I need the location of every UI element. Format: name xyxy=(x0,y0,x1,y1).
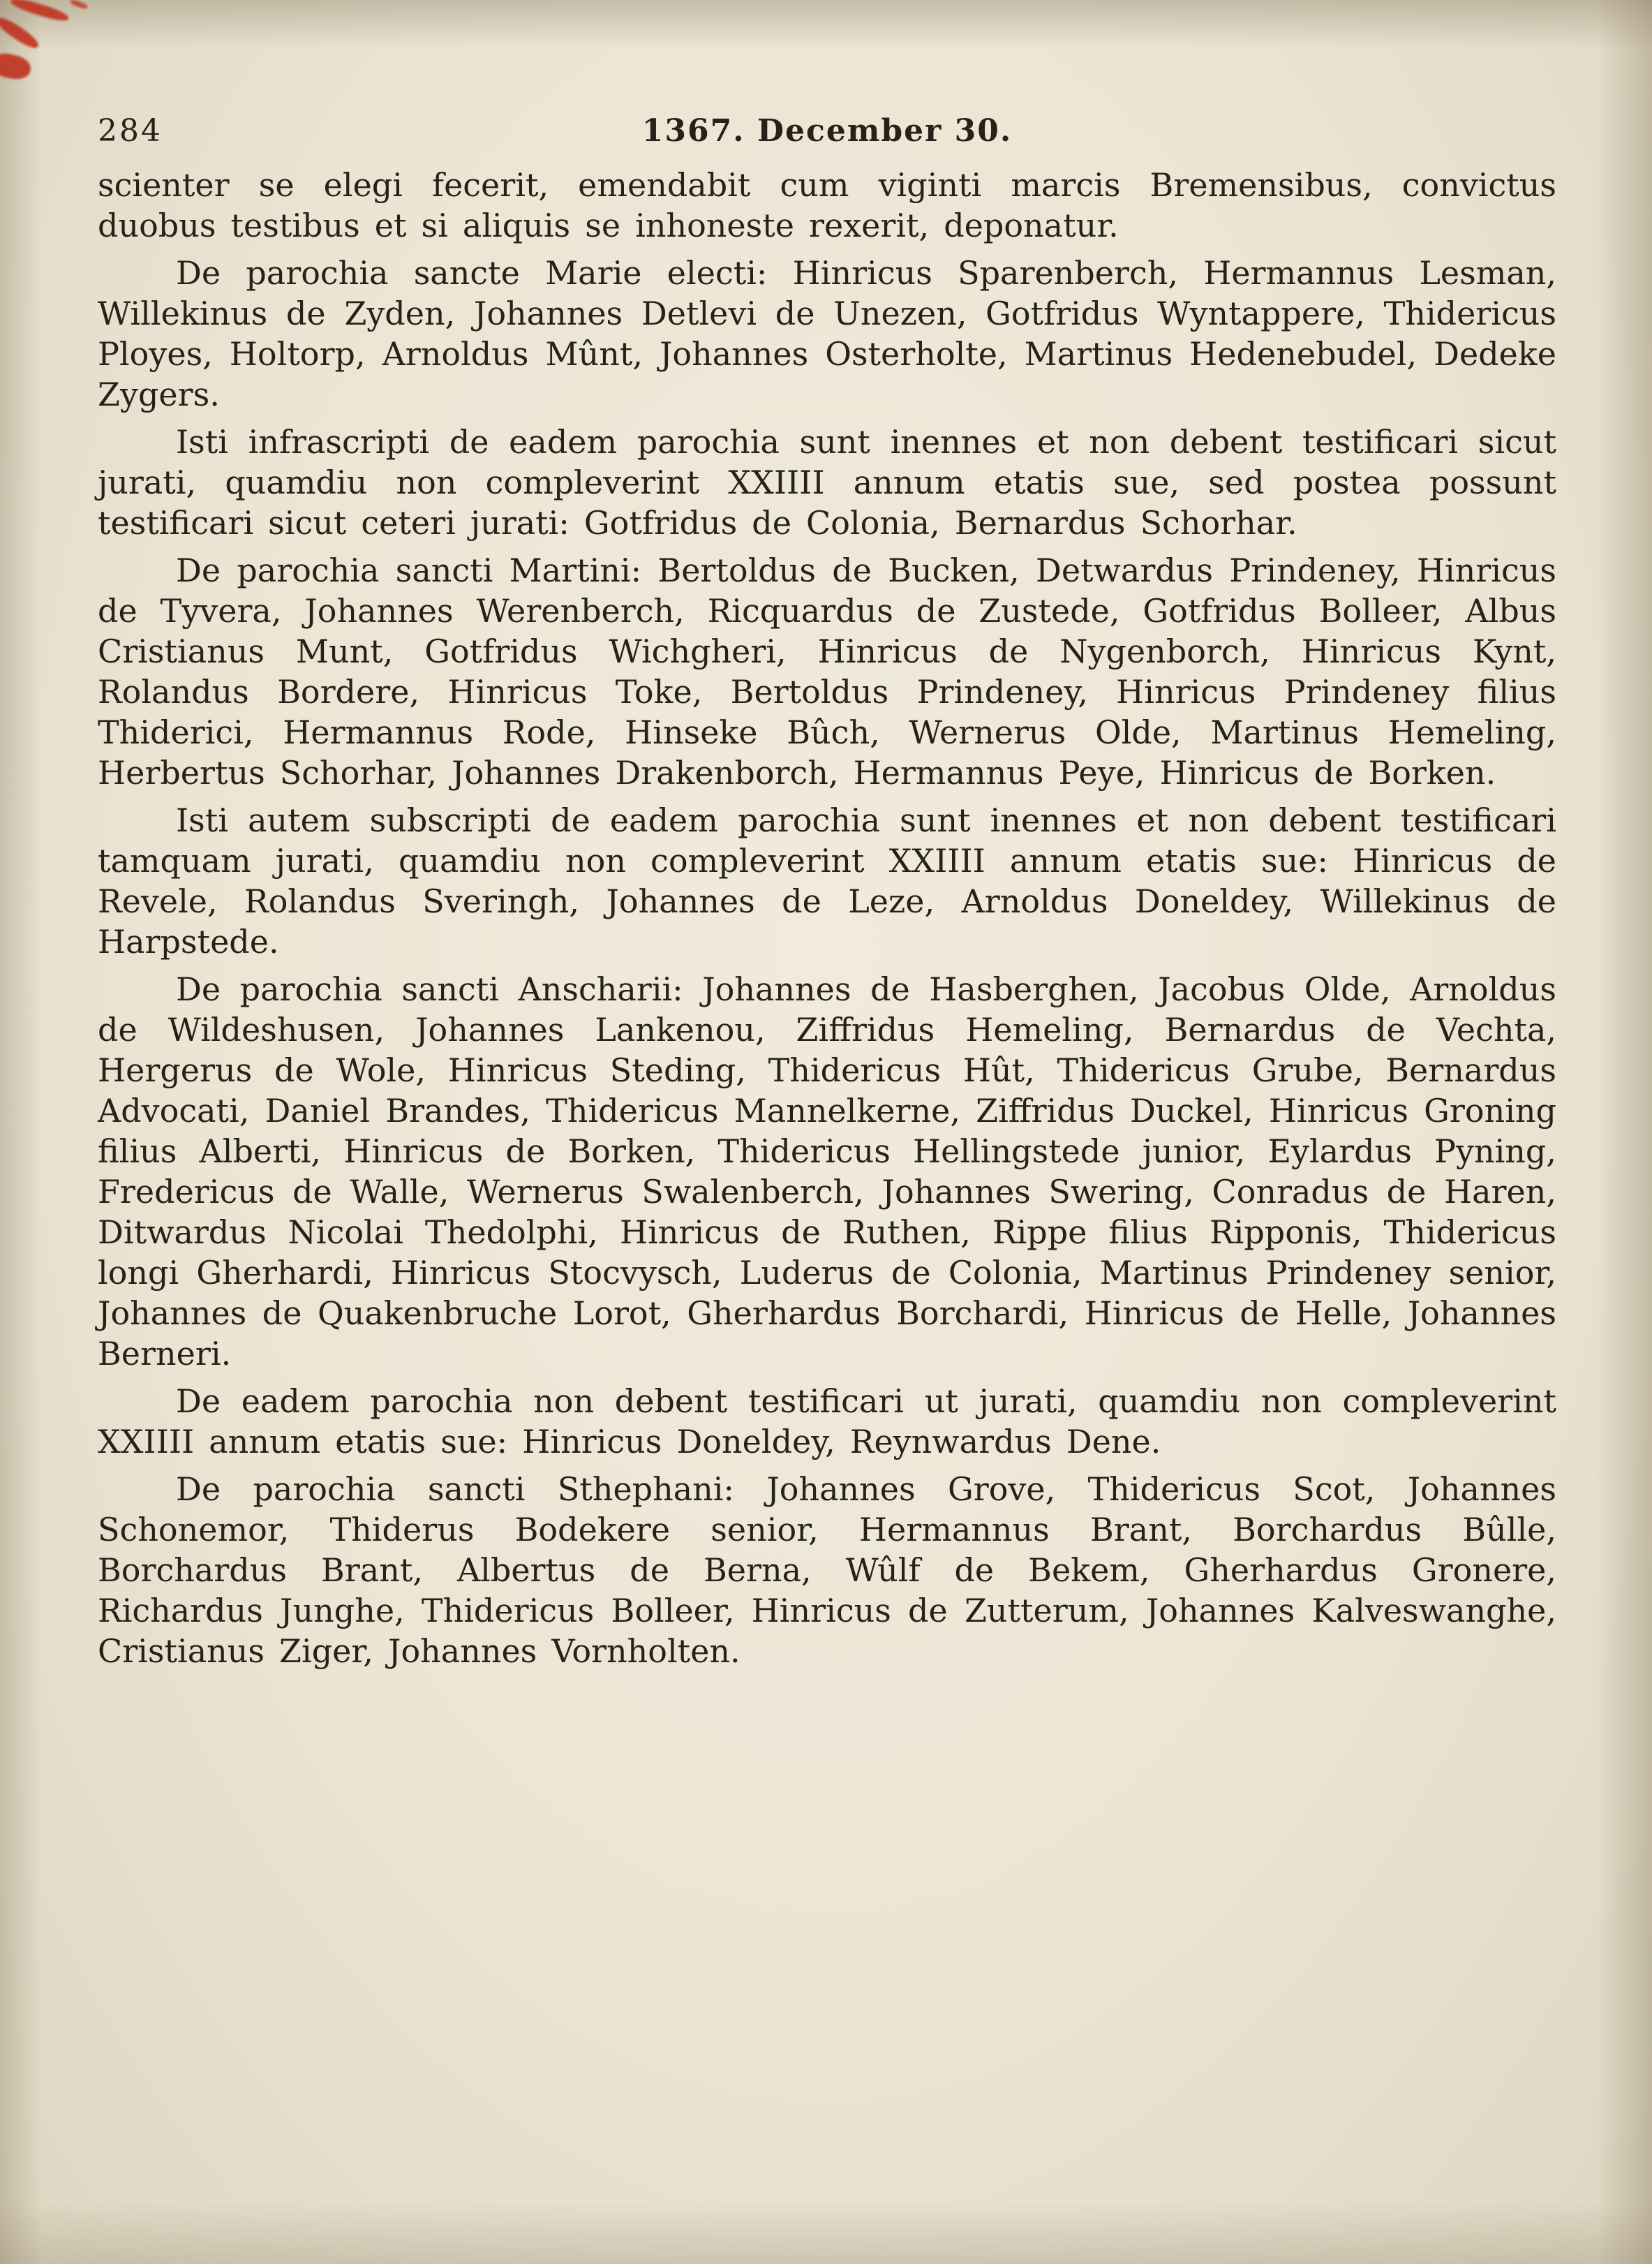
red-edge-mark xyxy=(10,0,70,24)
paragraph: De parochia sancte Marie electi: Hinricus Sparenberch, Hermannus Lesman, Willekinus de Zyden, Johannes Detlevi de Unezen, Gotfridus Wyntappere, Thidericus Ployes, Holtorp, Arnoldus Mûnt, Johannes Osterholte, Martinus Hedenebudel, Dedeke Zygers. xyxy=(98,254,1556,413)
paragraph: De parochia sancti Sthephani: Johannes Grove, Thidericus Scot, Johannes Schonemor, Thiderus Bodekere senior, Hermannus Brant, Borchardus Bûlle, Borchardus Brant, Albertus de Berna, Wûlf de Bekem, Gherhardus Gronere, Richardus Junghe, Thidericus Bolleer, Hinricus de Zutterum, Johannes Kalveswanghe, Cristianus Ziger, Johannes Vornholten. xyxy=(98,1470,1556,1670)
red-edge-mark xyxy=(0,50,33,82)
document-body xyxy=(98,165,1556,1678)
paragraph: Isti autem subscripti de eadem parochia sunt inennes et non debent testificari tamquam jurati, quamdiu non compleverint XXIIII annum etatis sue: Hinricus de Revele, Rolandus Sveringh, Johannes de Leze, Arnoldus Doneldey, Willekinus de Harpstede. xyxy=(98,801,1556,961)
red-edge-mark xyxy=(0,14,41,52)
running-head: 1367. December 30. xyxy=(641,113,1013,149)
red-edge-mark xyxy=(69,0,88,10)
paragraph: scienter se elegi fecerit, emendabit cum viginti marcis Bremensibus, convictus duobus testibus et si aliquis se inhoneste rexerit, deponatur. xyxy=(98,166,1556,244)
page-number: 284 xyxy=(98,113,163,149)
paragraph: De parochia sancti Martini: Bertoldus de Bucken, Detwardus Prindeney, Hinricus de Tyvera, Johannes Werenberch, Ricquardus de Zustede, Gotfridus Bolleer, Albus Cristianus Munt, Gotfridus Wichgheri, Hinricus de Nygenborch, Hinricus Kynt, Rolandus Bordere, Hinricus Toke, Bertoldus Prindeney, Hinricus Prindeney filius Thiderici, Hermannus Rode, Hinseke Bûch, Wernerus Olde, Martinus Hemeling, Herbertus Schorhar, Johannes Drakenborch, Hermannus Peye, Hinricus de Borken. xyxy=(98,552,1556,792)
paragraph: Isti infrascripti de eadem parochia sunt inennes et non debent testificari sicut jurati, quamdiu non compleverint XXIIII annum etatis sue, sed postea possunt testificari sicut ceteri jurati: Gotfridus de Colonia, Bernardus Schorhar. xyxy=(98,423,1556,542)
paragraph: De eadem parochia non debent testificari ut jurati, quamdiu non compleverint XXIIII annum etatis sue: Hinricus Doneldey, Reynwardus Dene. xyxy=(98,1382,1556,1460)
page-header xyxy=(98,110,1556,152)
paragraph: De parochia sancti Anscharii: Johannes de Hasberghen, Jacobus Olde, Arnoldus de Wildeshusen, Johannes Lankenou, Ziffridus Hemeling, Bernardus de Vechta, Hergerus de Wole, Hinricus Steding, Thidericus Hût, Thidericus Grube, Bernardus Advocati, Daniel Brandes, Thidericus Mannelkerne, Ziffridus Duckel, Hinricus Groning filius Alberti, Hinricus de Borken, Thidericus Hellingstede junior, Eylardus Pyning, Fredericus de Walle, Wernerus Swalenberch, Johannes Swering, Conradus de Haren, Ditwardus Nicolai Thedolphi, Hinricus de Ruthen, Rippe filius Ripponis, Thidericus longi Gherhardi, Hinricus Stocvysch, Luderus de Colonia, Martinus Prindeney senior, Johannes de Quakenbruche Lorot, Gherhardus Borchardi, Hinricus de Helle, Johannes Berneri. xyxy=(98,970,1556,1373)
